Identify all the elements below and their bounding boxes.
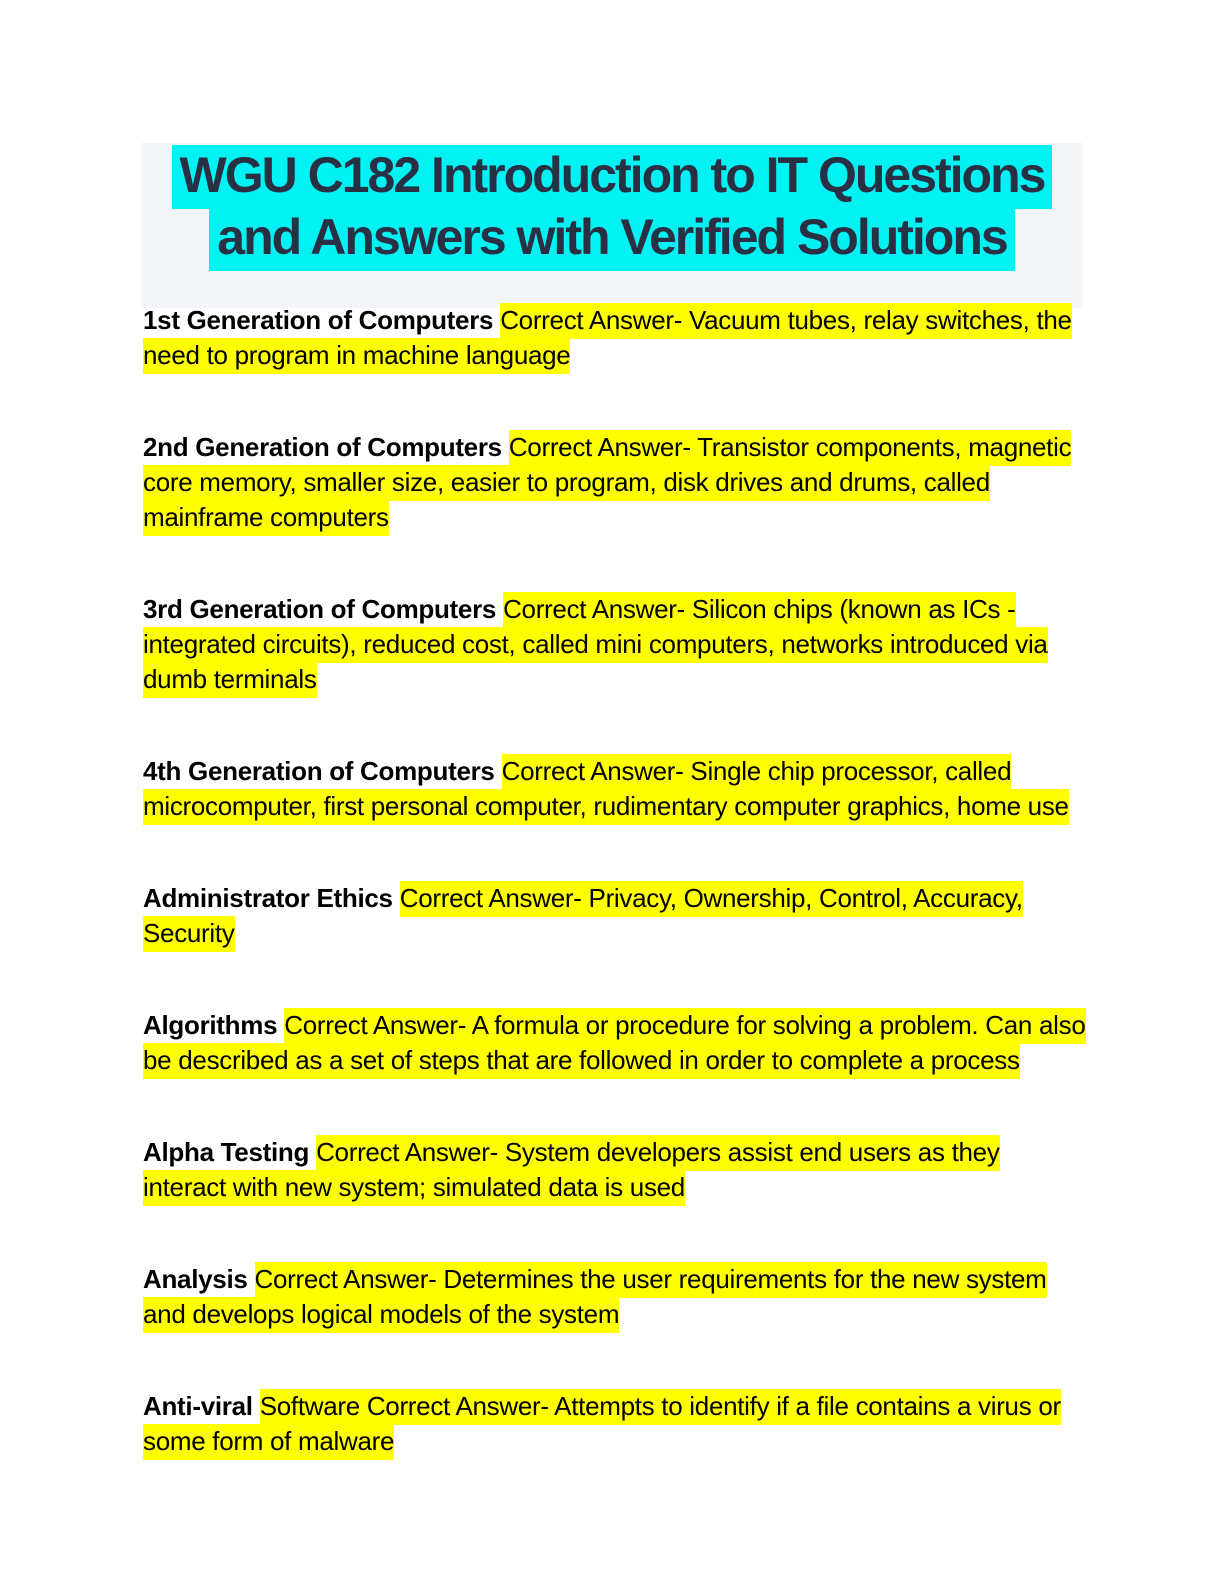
qa-entry — [143, 1389, 1088, 1459]
qa-entry — [143, 303, 1088, 373]
term-text: Analysis — [143, 1264, 248, 1294]
title-highlight-line-2: and Answers with Verified Solutions — [209, 207, 1014, 271]
title-highlight-line-1: WGU C182 Introduction to IT Questions — [172, 145, 1053, 209]
term-text: 2nd Generation of Computers — [143, 432, 502, 462]
answer-text: Correct Answer- Silicon chips (known as ICs - integrated circuits), reduced cost, called mini computers, networks introduced via dumb terminals — [143, 592, 1048, 698]
answer-text: Correct Answer- Privacy, Ownership, Control, Accuracy, Security — [143, 881, 1023, 952]
term-text: Anti-viral — [143, 1391, 253, 1421]
qa-entry — [143, 754, 1088, 824]
page-title-line-2 — [141, 206, 1083, 268]
qa-entry — [143, 592, 1088, 697]
qa-entry — [143, 430, 1088, 535]
answer-text: Correct Answer- System developers assist end users as they interact with new system; simulated data is used — [143, 1135, 1000, 1206]
term-text: 4th Generation of Computers — [143, 756, 495, 786]
term-text: Alpha Testing — [143, 1137, 310, 1167]
answer-text: Correct Answer- Determines the user requirements for the new system and develops logical models of the system — [143, 1262, 1047, 1333]
title-header-box — [141, 143, 1083, 308]
answer-text: Correct Answer- Vacuum tubes, relay switches, the need to program in machine language — [143, 303, 1072, 374]
page-title — [141, 143, 1083, 268]
qa-entry — [143, 881, 1088, 951]
term-text: 3rd Generation of Computers — [143, 594, 497, 624]
term-text: Algorithms — [143, 1010, 278, 1040]
qa-list — [143, 303, 1088, 1516]
qa-entry — [143, 1262, 1088, 1332]
term-text: Administrator Ethics — [143, 883, 393, 913]
answer-text: Correct Answer- Transistor components, magnetic core memory, smaller size, easier to program, disk drives and drums, called mainframe computers — [143, 430, 1071, 536]
answer-text: Correct Answer- A formula or procedure for solving a problem. Can also be described as a set of steps that are followed in order to complete a process — [143, 1008, 1086, 1079]
page-title-line-1 — [141, 144, 1083, 206]
answer-text: Software Correct Answer- Attempts to identify if a file contains a virus or some form of malware — [143, 1389, 1061, 1460]
qa-entry — [143, 1008, 1088, 1078]
term-text: 1st Generation of Computers — [143, 305, 494, 335]
qa-entry — [143, 1135, 1088, 1205]
answer-text: Correct Answer- Single chip processor, called microcomputer, first personal computer, rudimentary computer graphics, home use — [143, 754, 1069, 825]
